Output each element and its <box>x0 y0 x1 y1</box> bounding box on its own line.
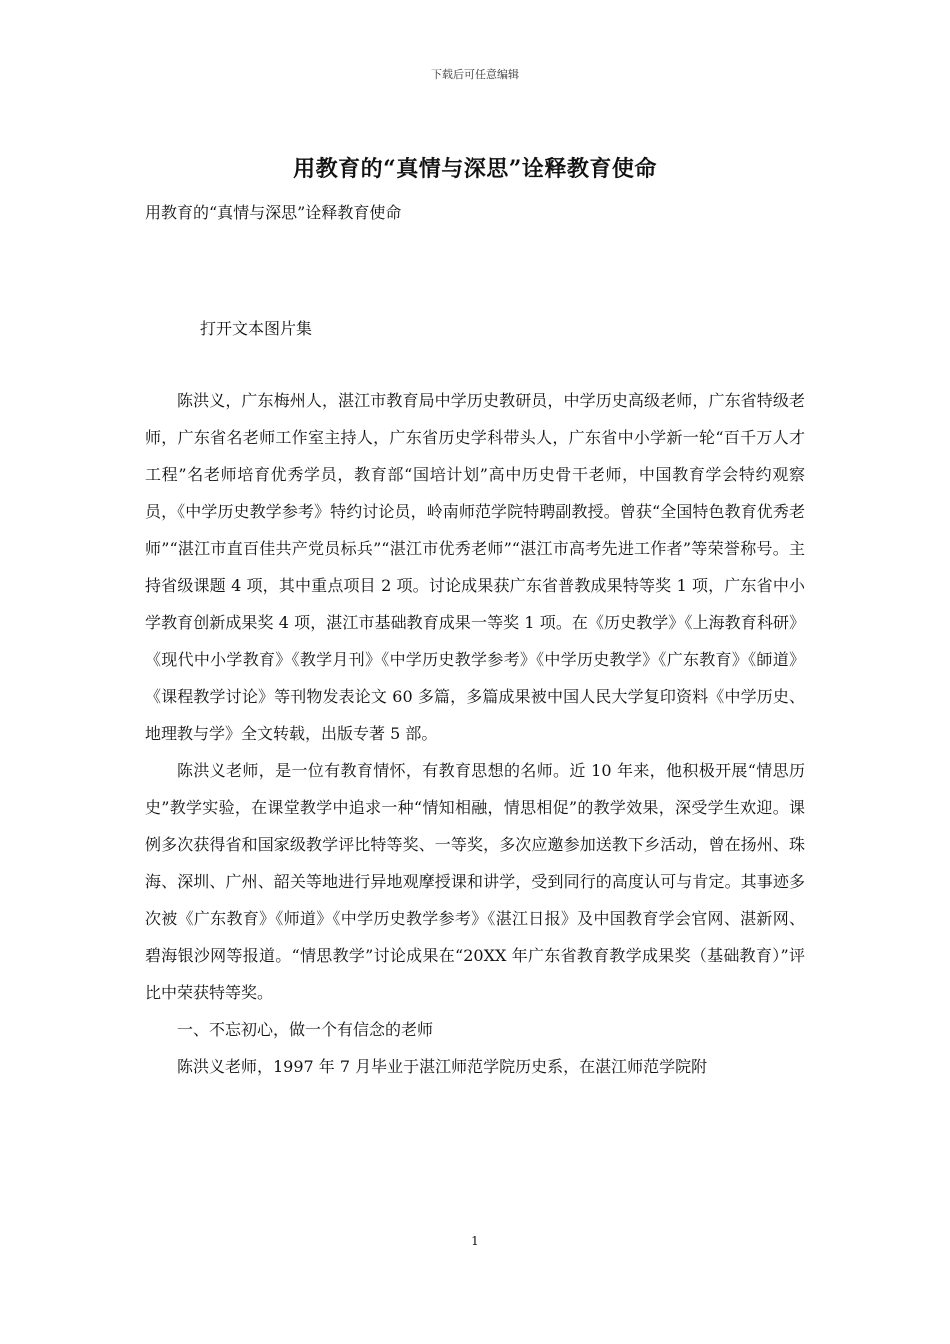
section-heading-1: 一、不忘初心，做一个有信念的老师 <box>177 1020 434 1039</box>
header-note: 下载后可任意编辑 <box>431 68 519 81</box>
document-subtitle: 用教育的“真情与深思”诠释教育使命 <box>145 203 402 222</box>
document-body <box>145 382 805 1085</box>
document-title: 用教育的“真情与深思”诠释教育使命 <box>293 156 657 182</box>
paragraph-teacher-profile: 陈洪义老师，是一位有教育情怀，有教育思想的名师。近 10 年来，他积极开展“情思历史”教学实验，在课堂教学中追求一种“情知相融，情思相促”的教学效果，深受学生欢迎。课例多次获得省和国家级教学评比特等奖、一等奖，多次应邀参加送教下乡活动，曾在扬州、珠海、深圳、广州、韶关等地进行异地观摩授课和讲学，受到同行的高度认可与肯定。其事迹多次被《广东教育》《师道》《中学历史教学参考》《湛江日报》及中国教育学会官网、湛新网、碧海银沙网等报道。“情思教学”讨论成果在“20XX 年广东省教育教学成果奖（基础教育）”评比中荣获特等奖。 <box>145 761 805 1002</box>
paragraph-section-1-start: 陈洪义老师，1997 年 7 月毕业于湛江师范学院历史系，在湛江师范学院附 <box>177 1057 708 1076</box>
paragraph-intro: 陈洪义，广东梅州人，湛江市教育局中学历史教研员，中学历史高级老师，广东省特级老师，广东省名老师工作室主持人，广东省历史学科带头人，广东省中小学新一轮“百千万人才工程”名老师培育优秀学员，教育部“国培计划”高中历史骨干老师，中国教育学会特约观察员，《中学历史教学参考》特约讨论员，岭南师范学院特聘副教授。曾获“全国特色教育优秀老师”“湛江市直百佳共产党员标兵”“湛江市优秀老师”“湛江市高考先进工作者”等荣誉称号。主持省级课题 4 项，其中重点项目 2 项。讨论成果获广东省普教成果特等奖 1 项，广东省中小学教育创新成果奖 4 项，湛江市基础教育成果一等奖 1 项。在《历史教学》《上海教育科研》《现代中小学教育》《教学月刊》《中学历史教学参考》《中学历史教学》《广东教育》《師道》《课程教学讨论》等刊物发表论文 60 多篇，多篇成果被中国人民大学复印资料《中学历史、地理教与学》全文转载，出版专著 5 部。 <box>145 391 805 743</box>
open-image-gallery-text: 打开文本图片集 <box>200 319 313 338</box>
page-number: 1 <box>471 1234 479 1248</box>
